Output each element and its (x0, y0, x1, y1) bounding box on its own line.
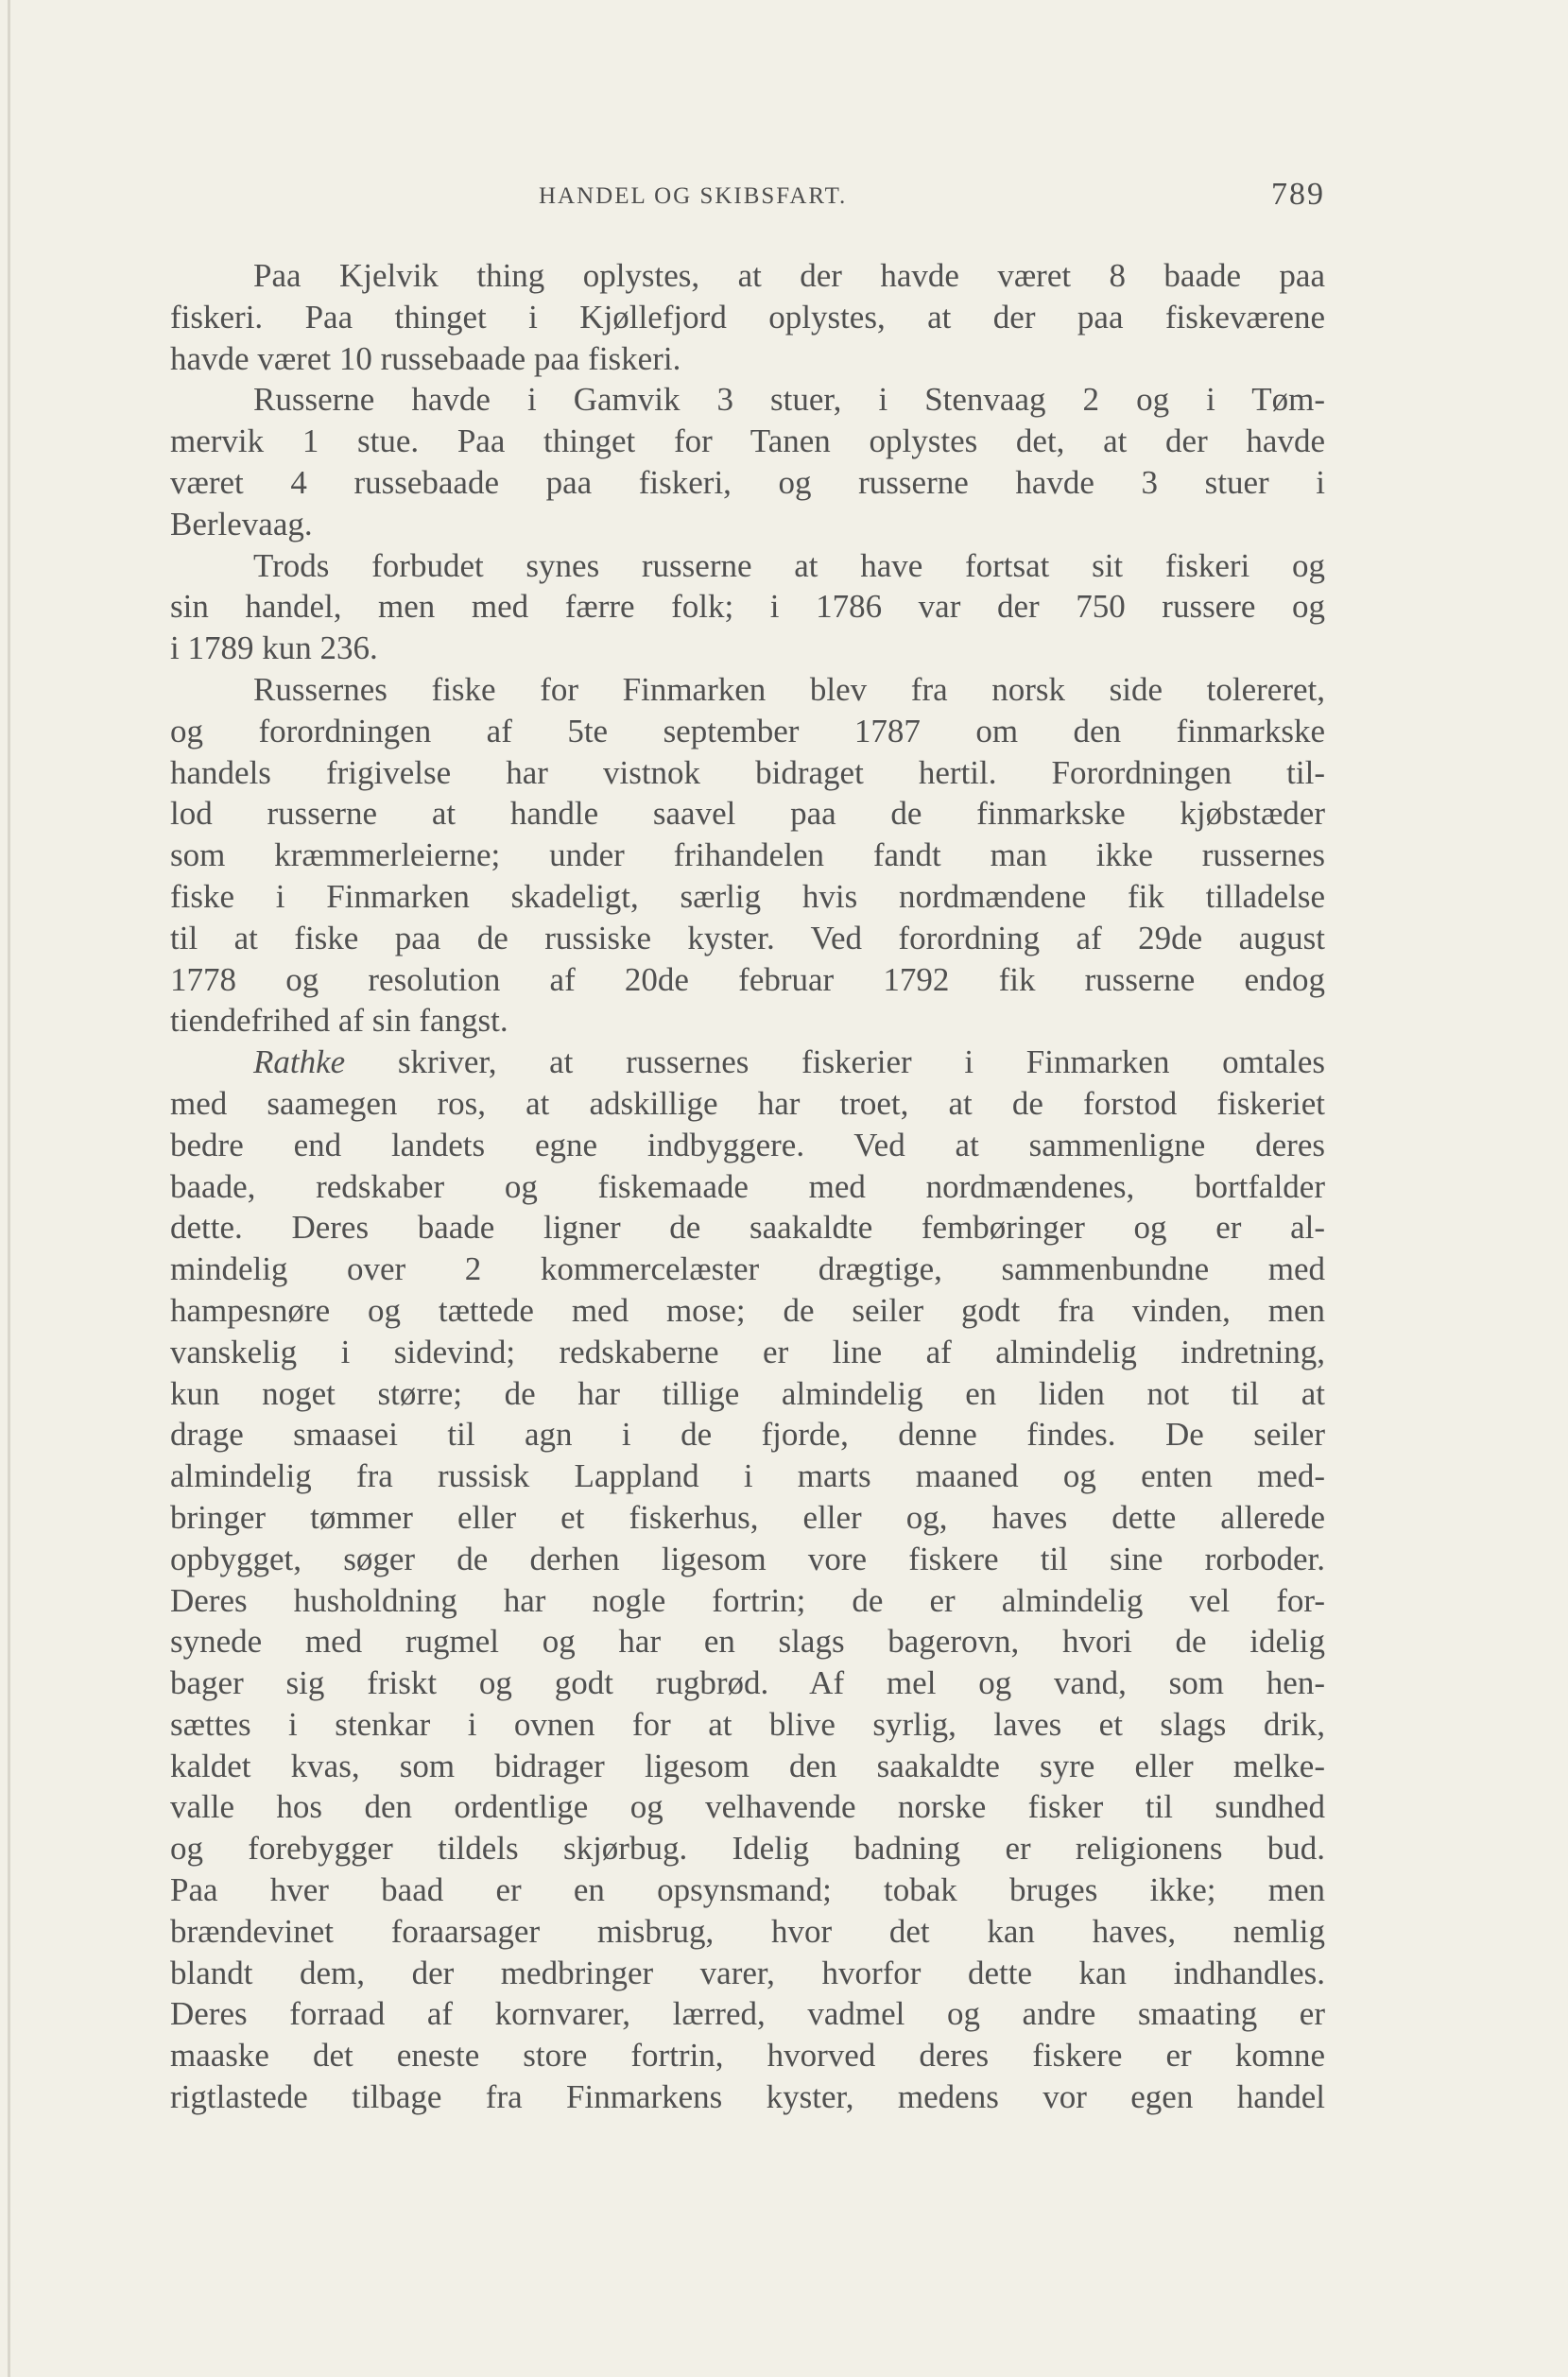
text-line: opbygget, søger de derhen ligesom vore fiskere til sine rorboder. (170, 1540, 1325, 1577)
text-line: dette. Deres baade ligner de saakaldte fembøringer og er al- (170, 1209, 1325, 1247)
author-name: Rathke (253, 1043, 346, 1081)
text-line: Paa Kjelvik thing oplystes, at der havde været 8 baade paa (253, 257, 1325, 294)
text-line (170, 1042, 1325, 1083)
body-text (170, 255, 1325, 2118)
text-line: vanskelig i sidevind; redskaberne er line af almindelig indretning, (170, 1333, 1325, 1370)
binding-edge (8, 0, 10, 2377)
text-line: blandt dem, der medbringer varer, hvorfor dette kan indhandles. (170, 1954, 1325, 1991)
text-line: kaldet kvas, som bidrager ligesom den saakaldte syre eller melke- (170, 1747, 1325, 1784)
text-line: bringer tømmer eller et fiskerhus, eller og, haves dette allerede (170, 1498, 1325, 1536)
text-line: 1778 og resolution af 20de februar 1792 fik russerne endog (170, 960, 1325, 998)
text-line: almindelig fra russisk Lappland i marts maaned og enten med- (170, 1457, 1325, 1495)
text-line: Paa hver baad er en opsynsmand; tobak bruges ikke; men (170, 1871, 1325, 1909)
text-line: Deres forraad af kornvarer, lærred, vadmel og andre smaating er (170, 1995, 1325, 2033)
text-line: tiendefrihed af sin fangst. (170, 1002, 508, 1040)
text-line: synede med rugmel og har en slags bagerovn, hvori de idelig (170, 1623, 1325, 1661)
text-line: som kræmmerleierne; under frihandelen fandt man ikke russernes (170, 836, 1325, 874)
text-line: rigtlastede tilbage fra Finmarkens kyster, medens vor egen handel (170, 2078, 1325, 2116)
text-line: lod russerne at handle saavel paa de finmarkske kjøbstæder (170, 795, 1325, 833)
text-line: mervik 1 stue. Paa thinget for Tanen oplystes det, at der havde (170, 422, 1325, 460)
text-line: bedre end landets egne indbyggere. Ved at sammenligne deres (170, 1126, 1325, 1163)
text-line: maaske det eneste store fortrin, hvorved deres fiskere er komne (170, 2037, 1325, 2075)
text-line: bager sig friskt og godt rugbrød. Af mel og vand, som hen- (170, 1664, 1325, 1702)
text-line: til at fiske paa de russiske kyster. Ved forordning af 29de august (170, 919, 1325, 956)
text-line: og forordningen af 5te september 1787 om den finmarkske (170, 712, 1325, 749)
text-line: Russernes fiske for Finmarken blev fra norsk side tolereret, (253, 670, 1325, 708)
text-line: og forebygger tildels skjørbug. Idelig badning er religionens bud. (170, 1830, 1325, 1868)
text-line: Russerne havde i Gamvik 3 stuer, i Stenvaag 2 og i Tøm- (253, 381, 1325, 419)
text-line: været 4 russebaade paa fiskeri, og russerne havde 3 stuer i (170, 463, 1325, 501)
text-line: fiske i Finmarken skadeligt, særlig hvis nordmændene fik tilladelse (170, 877, 1325, 915)
text-line: hampesnøre og tættede med mose; de seiler godt fra vinden, men (170, 1291, 1325, 1329)
text-line: sin handel, men med færre folk; i 1786 var der 750 russere og (170, 588, 1325, 626)
text-line-rest: skriver, at russernes fiskerier i Finmarken omtales (397, 1043, 1326, 1081)
text-line: mindelig over 2 kommercelæster drægtige, sammenbundne med (170, 1250, 1325, 1288)
text-line: i 1789 kun 236. (170, 629, 378, 667)
text-line: kun noget større; de har tillige almindelig en liden not til at (170, 1374, 1325, 1412)
text-line: brændevinet foraarsager misbrug, hvor det kan haves, nemlig (170, 1912, 1325, 1950)
page-header (170, 178, 1325, 225)
text-line: Deres husholdning har nogle fortrin; de er almindelig vel for- (170, 1581, 1325, 1619)
running-head: HANDEL OG SKIBSFART. (539, 183, 848, 209)
text-line: valle hos den ordentlige og velhavende norske fisker til sundhed (170, 1788, 1325, 1826)
text-line: havde været 10 russebaade paa fiskeri. (170, 339, 681, 377)
text-line: Trods forbudet synes russerne at have fortsat sit fiskeri og (253, 546, 1325, 584)
text-line: med saamegen ros, at adskillige har troet, at de forstod fiskeriet (170, 1084, 1325, 1122)
text-line: sættes i stenkar i ovnen for at blive syrlig, laves et slags drik, (170, 1705, 1325, 1743)
text-line: baade, redskaber og fiskemaade med nordmændenes, bortfalder (170, 1167, 1325, 1205)
page-number: 789 (1271, 177, 1325, 212)
text-line: handels frigivelse har vistnok bidraget hertil. Forordningen til- (170, 753, 1325, 791)
text-line: Berlevaag. (170, 505, 313, 543)
text-line: fiskeri. Paa thinget i Kjøllefjord oplystes, at der paa fiskeværene (170, 298, 1325, 336)
text-line: drage smaasei til agn i de fjorde, denne findes. De seiler (170, 1416, 1325, 1454)
